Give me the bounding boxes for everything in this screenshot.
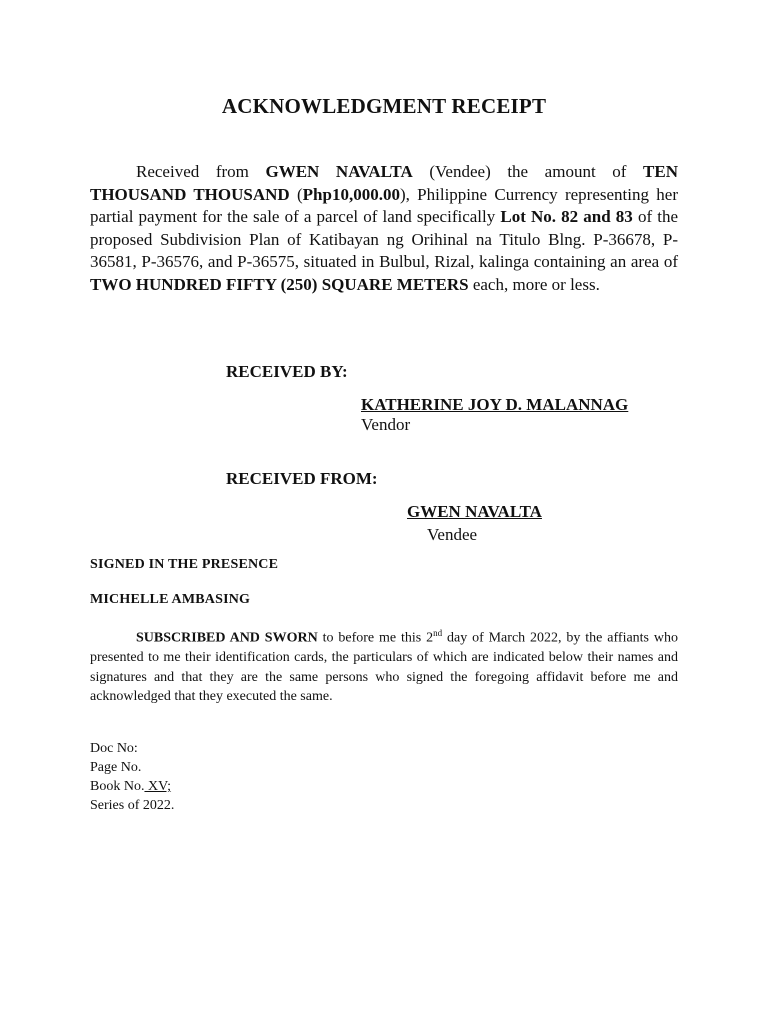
signed-in-presence-label: SIGNED IN THE PRESENCE	[90, 557, 279, 572]
body-text: (Vendee) the amount of	[412, 162, 644, 181]
land-area: TWO HUNDRED FIFTY (250) SQUARE METERS	[90, 274, 469, 294]
body-text: each, more or less.	[468, 274, 600, 294]
vendor-name: KATHERINE JOY D. MALANNAG	[361, 395, 629, 414]
body-text: (	[289, 184, 303, 204]
witness-name: MICHELLE AMBASING	[90, 592, 251, 607]
book-no-line	[90, 777, 171, 796]
ordinal-suffix: nd	[433, 628, 443, 638]
amount-words: TEN THOUSAND THOUSAND	[90, 162, 678, 204]
page-no-line: Page No.	[90, 760, 142, 775]
notarial-jurat	[90, 624, 678, 707]
book-no-label: Book No.	[90, 779, 145, 794]
received-by-label: RECEIVED BY:	[226, 362, 348, 381]
amount-figure: Php10,000.00	[302, 184, 400, 204]
vendee-signature-name: GWEN NAVALTA	[407, 502, 542, 521]
vendee-role: Vendee	[427, 525, 478, 544]
received-from-label: RECEIVED FROM:	[226, 469, 378, 488]
body-text: Received from	[136, 162, 266, 181]
body-text: ), Philippine Currency representing her partial payment for the sale of a parcel of land specifically	[90, 184, 678, 227]
jurat-text: day of March 2022, by the affiants who presented to me their identification cards, the particulars of which are indicated below their names and signatures and that they are the same persons who signed the foregoing affidavit before me and acknowledged that they executed the same.	[90, 630, 678, 705]
doc-no-label: Doc No:	[90, 741, 138, 756]
doc-no-line	[90, 739, 138, 758]
vendee-name: GWEN NAVALTA	[265, 162, 413, 181]
lot-number: Lot No. 82 and 83	[500, 207, 633, 227]
book-no-value: XV;	[144, 779, 172, 794]
receipt-body	[90, 161, 678, 297]
jurat-lead: SUBSCRIBED AND SWORN	[136, 630, 318, 646]
vendor-role: Vendor	[361, 415, 411, 434]
jurat-text: to before me this 2	[317, 630, 434, 646]
body-text: of the proposed Subdivision Plan of Katibayan ng Orihinal na Titulo Blng. P-36678, P-36581, P-36576, and P-36575, situated in Bulbul, Rizal, kalinga containing an area of	[90, 207, 678, 272]
document-title: ACKNOWLEDGMENT RECEIPT	[221, 94, 547, 118]
series-line: Series of 2022.	[90, 798, 175, 813]
